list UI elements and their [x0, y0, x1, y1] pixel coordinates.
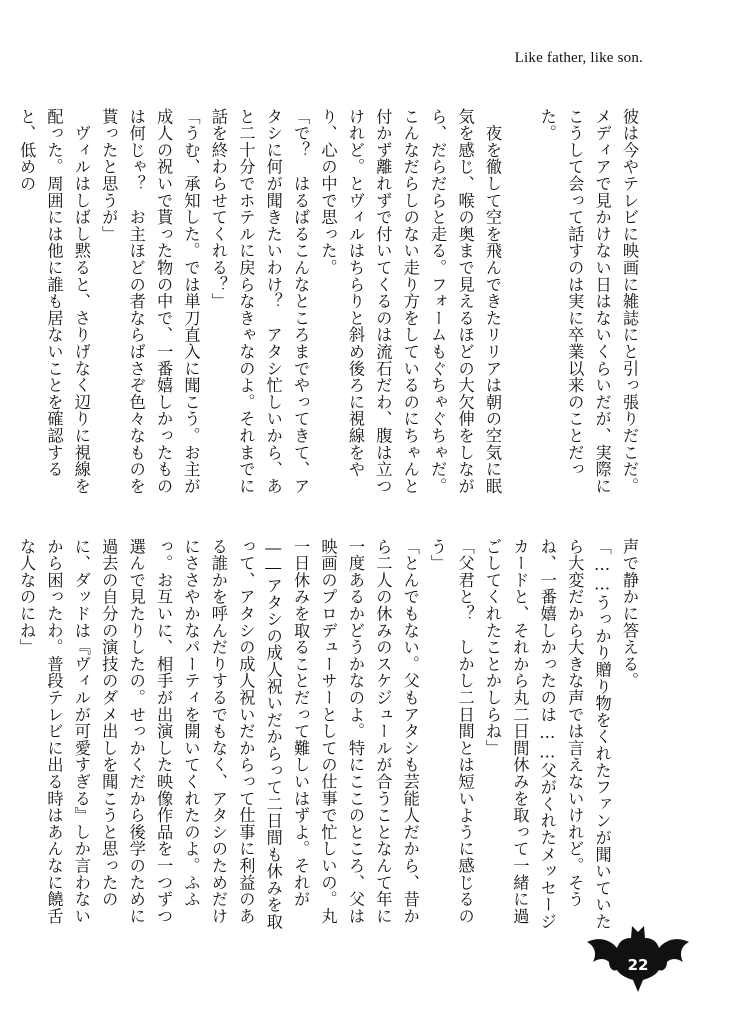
text-column-bottom [17, 538, 643, 934]
paragraph: 夜を徹して空を飛んできたリリアは朝の空気に眠気を感じ、喉の奥まで見えるほどの大欠伸をしながら、だらだらと走る。フォームもぐちゃぐちゃだ。こんなだらしのない走り方をしているのにちゃんと付かず離れずで付いてくるのは流石だわ、腹は立つけれど。とヴィルはちらりと斜め後ろに視線をやり、心の中で思った。 [318, 108, 502, 495]
paragraph: 「とんでもない。父もアタシも芸能人だから、昔から二人の休みのスケジュールが合うことなんて年に一度あるかどうかなのよ。特にここのところ、父は映画のプロデューサーとしての仕事で忙しいの。丸一日休みを取ることだって難しいはずよ。それが――アタシの成人祝いだからって二日間も休みを取って、アタシの成人祝いだからって仕事に利益のある誰かを呼んだりするでもなく、アタシのためだけにささやかなパーティを開いてくれたのよ。ふふっ。お互いに、相手が出演した映像作品を一つずつ選んで見たりしたの。せっかくだから後学のために過去の自分の演技のダメ出しを聞こうと思ったのに、ダッドは『ヴィルが可愛すぎる』しか言わないから困ったわ。普段テレビに出る時はあんなに饒舌な人なのにね」 [17, 538, 420, 930]
bat-icon [583, 924, 693, 994]
paragraph: 声で静かに答える。 [620, 538, 639, 690]
page-number: 22 [627, 956, 649, 974]
paragraph: 「で？ はるばるこんなところまでやってきて、アタシに何が聞きたいわけ？ アタシ忙しいから、あと二十分でホテルに戻らなきゃなのよ。それまでに話を終わらせてくれる？」 [208, 108, 311, 495]
paragraph: 「うむ、承知した。では単刀直入に聞こう。お主が成人の祝いで貰った物の中で、一番嬉しかったものは何じゃ？ お主ほどの者ならばさぞ色々なものを貰ったと思うが」 [99, 108, 201, 495]
paragraph: ヴィルはしばし黙ると、さりげなく辺りに視線を配った。周囲には他に誰も居ないことを確認すると、低めの [17, 108, 91, 495]
text-column-top [17, 108, 643, 506]
page-number-badge [583, 924, 693, 994]
running-title: Like father, like son. [514, 50, 643, 66]
paragraph-spacer [506, 108, 533, 506]
paragraph: 「……うっかり贈り物をくれたファンが聞いていたら大変だから大きな声では言えないけれど。そうね、一番嬉しかったのは……父がくれたメッセージカードと、それから丸二日間休みを取って一緒に過ごしてくれたことかしらね」 [482, 538, 612, 930]
paragraph: 「父君と？ しかし二日間とは短いように感じるのう」 [428, 538, 475, 925]
paragraph: 彼は今やテレビに映画に雑誌にと引っ張りだこだ。メディアで見かけない日はないくらいだが、実際にこうして会って話すのは実に卒業以来のことだった。 [537, 108, 639, 495]
